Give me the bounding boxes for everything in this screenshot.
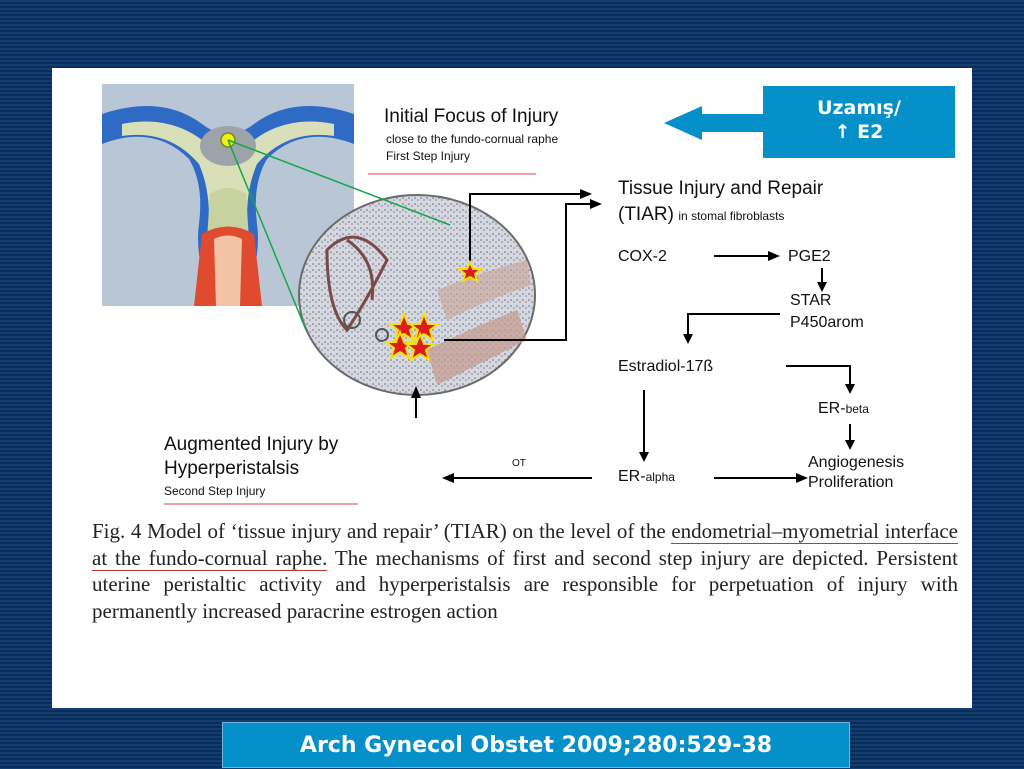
callout-line2: ↑ E2	[834, 121, 884, 143]
callout-line1: Uzamış/	[817, 97, 901, 119]
caption-part1: Fig. 4 Model of ‘tissue injury and repair’ (TIAR) on the level of the	[92, 519, 666, 543]
tiar-note: in stomal fibroblasts	[678, 209, 785, 223]
injury-cluster-icon	[386, 314, 438, 360]
tiar-abbr: (TIAR)	[618, 204, 674, 225]
ot-label: OT	[512, 458, 526, 469]
augmented-line2: Hyperperistalsis	[164, 458, 300, 479]
cox2-label: COX-2	[618, 248, 667, 265]
star-label: STAR	[790, 292, 832, 309]
initial-focus-sub1: close to the fundo-cornual raphe	[386, 132, 559, 146]
initial-focus-title: Initial Focus of Injury	[384, 106, 559, 127]
injury-star-icon	[459, 262, 481, 281]
caption-part2: endometrial–myometrial interface at the fundo-cornual raphe.	[92, 519, 959, 570]
initial-focus-sub2: First Step Injury	[386, 149, 471, 163]
callout-box	[763, 86, 955, 158]
er-beta-label: ER-beta	[818, 400, 869, 417]
angiogenesis-label: Angiogenesis	[808, 454, 905, 471]
p450-label: P450arom	[790, 314, 864, 331]
er-alpha-label: ER-alpha	[618, 468, 675, 485]
estradiol-label: Estradiol-17ß	[618, 358, 714, 375]
tiar-abbr-line	[618, 204, 784, 226]
caption-part3: The mechanisms of first and second step injury are depicted. Persistent uterine peristaltic activity and hyperperistalsis are responsible for perpetuation of injury with permanently increased paracrine estrogen action	[92, 545, 959, 623]
callout-arrow-icon	[664, 106, 768, 140]
proliferation-label: Proliferation	[808, 474, 894, 491]
citation-box: Arch Gynecol Obstet 2009;280:529-38	[222, 722, 850, 768]
figure-caption	[92, 518, 958, 624]
augmented-sub: Second Step Injury	[164, 484, 266, 498]
figure-panel	[52, 68, 972, 708]
augmented-line1: Augmented Injury by	[164, 434, 339, 455]
pge2-label: PGE2	[788, 248, 831, 265]
tiar-title: Tissue Injury and Repair	[618, 178, 824, 199]
